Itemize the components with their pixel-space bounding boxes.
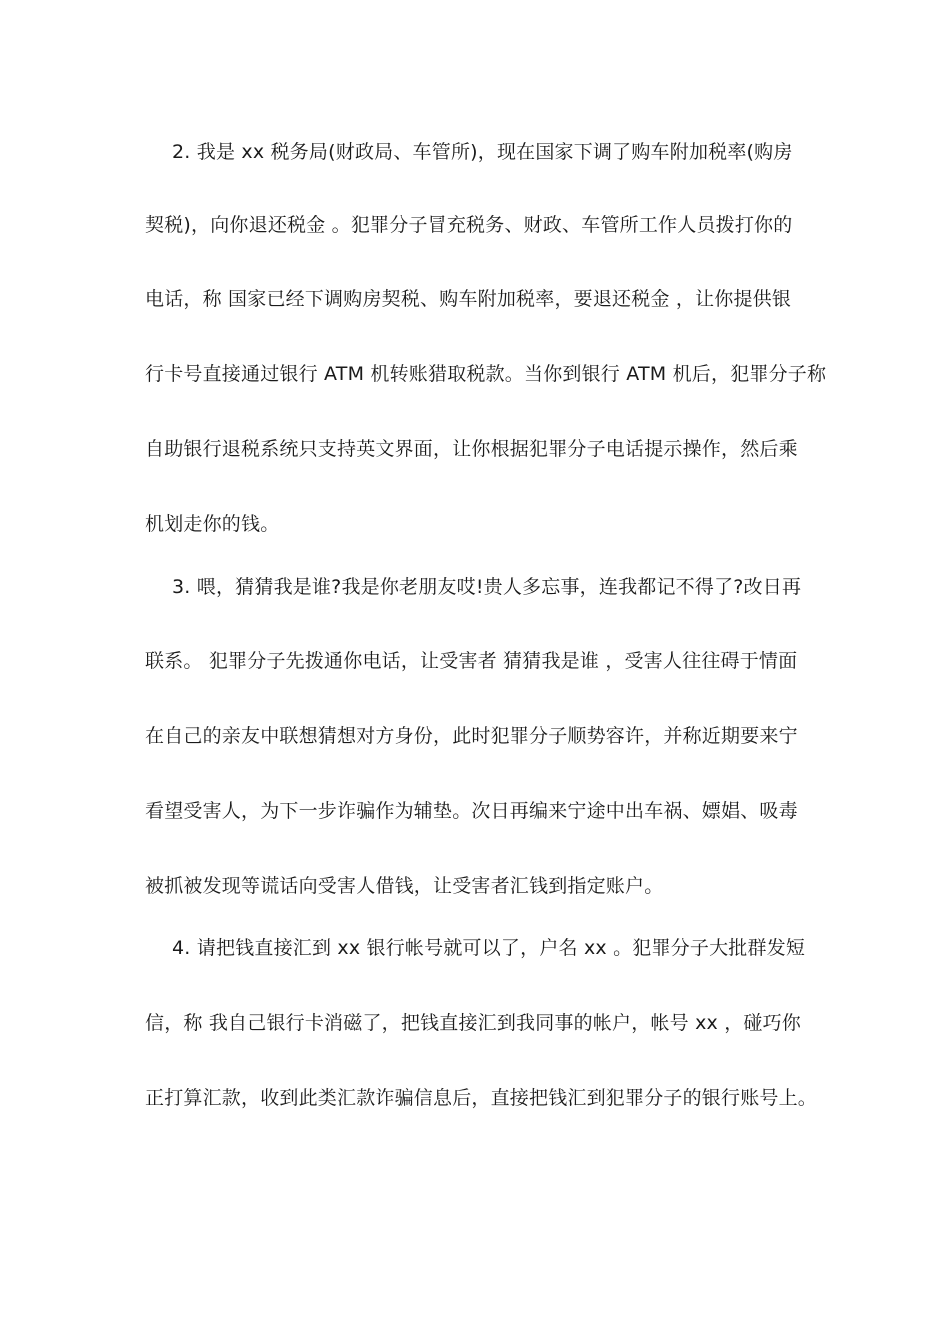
paragraph-2-line-3: 电话，称 国家已经下调购房契税、购车附加税率，要退还税金 ，让你提供银 [145,288,792,310]
paragraph-3-line-4: 看望受害人，为下一步诈骗作为辅垫。次日再编来宁途中出车祸、嫖娼、吸毒 [145,800,798,822]
paragraph-4-line-1: 4. 请把钱直接汇到 xx 银行帐号就可以了，户名 xx 。犯罪分子大批群发短 [172,937,806,959]
paragraph-4-line-3: 正打算汇款，收到此类汇款诈骗信息后，直接把钱汇到犯罪分子的银行账号上。 [145,1087,818,1109]
paragraph-3-line-1: 3. 喂，猜猜我是谁?我是你老朋友哎!贵人多忘事，连我都记不得了?改日再 [172,576,802,598]
paragraph-3-line-2: 联系。 犯罪分子先拨通你电话，让受害者 猜猜我是谁 ，受害人往往碍于情面 [145,650,798,672]
paragraph-2-line-4: 行卡号直接通过银行 ATM 机转账猎取税款。当你到银行 ATM 机后，犯罪分子称 [145,363,827,385]
paragraph-3-line-3: 在自己的亲友中联想猜想对方身份，此时犯罪分子顺势容许，并称近期要来宁 [145,725,798,747]
paragraph-2-line-5: 自助银行退税系统只支持英文界面，让你根据犯罪分子电话提示操作，然后乘 [145,438,798,460]
paragraph-2-line-1: 2. 我是 xx 税务局(财政局、车管所)，现在国家下调了购车附加税率(购房 [172,141,793,163]
paragraph-2-line-2: 契税)，向你退还税金 。犯罪分子冒充税务、财政、车管所工作人员拨打你的 [145,214,793,236]
paragraph-3-line-5: 被抓被发现等谎话向受害人借钱，让受害者汇钱到指定账户。 [145,875,664,897]
paragraph-4-line-2: 信，称 我自己银行卡消磁了，把钱直接汇到我同事的帐户，帐号 xx ，碰巧你 [145,1012,802,1034]
paragraph-2-line-6: 机划走你的钱。 [145,513,280,535]
